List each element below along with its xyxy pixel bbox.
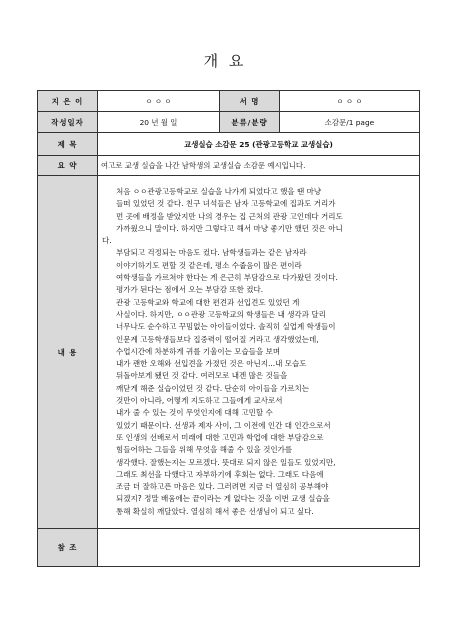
content-line: 평가가 된다는 점에서 오는 부담감 또한 컸다. [116, 285, 264, 295]
category-value: 소감문/1 page [280, 112, 420, 133]
date-value: 20 년 월 일 [98, 112, 220, 133]
content-line: 있었기 때문이다. 선생과 제자 사이, 그 이전에 인간 대 인간으로서 [116, 420, 331, 430]
content-row [38, 176, 420, 529]
content-line: 너무나도 순수하고 꾸밈없는 아이들이었다. 솔직히 실업계 학생들이 [116, 322, 336, 332]
content-line: 되겠지? 정말 배움에는 끝이라는 게 없다는 것을 이번 교생 실습을 [116, 494, 330, 504]
content-line: 부담되고 걱정되는 마음도 컸다. 남학생들과는 같은 남자라 [116, 248, 307, 258]
author-label: 지 은 이 [38, 91, 98, 112]
content-line: 생각했다. 잘했는지는 모르겠다. 뜻대로 되지 않은 일들도 있었지만, [116, 457, 336, 467]
subject-row [38, 133, 420, 156]
content-text [98, 176, 419, 524]
content-line: 또 인생의 선배로서 미래에 대한 고민과 학업에 대한 부담감으로 [116, 432, 324, 442]
content-line: 관광 고등학교와 학교에 대한 편견과 선입견도 있었던 게 [116, 297, 300, 307]
summary-row [38, 156, 420, 176]
content-line: 통해 확실히 깨달았다. 열심히 해서 좋은 선생님이 되고 싶다. [116, 506, 314, 516]
date-row [38, 112, 420, 133]
overview-table [37, 90, 420, 567]
content-line: 사실이다. 하지만, ㅇㅇ관광 고등학교의 학생들은 내 생각과 달리 [116, 309, 326, 319]
content-line: 수업시간에 차분하게 귀를 기울이는 모습들을 보며 [116, 346, 281, 356]
document-title: 개 요 [203, 52, 247, 70]
content-line: 그래도 최선을 다했다고 자부하기에 후회는 없다. 그래도 다음에 [116, 469, 324, 479]
content-line: 인문계 고등학생들보다 집중력이 떨어질 거라고 생각했었는데, [116, 334, 319, 344]
content-body [98, 176, 420, 529]
date-label: 작성일자 [38, 112, 98, 133]
reference-value [98, 529, 420, 567]
subject-label: 제 목 [38, 133, 98, 156]
content-line: 처음 ㅇㅇ관광고등학교로 실습을 나가게 되었다고 했을 땐 마냥 [116, 187, 322, 196]
content-line: 가까웠으니 말이다. 하지만 그렇다고 해서 마냥 좋기만 했던 것은 아니 [116, 223, 343, 233]
reviewer-label: 서 명 [220, 91, 280, 112]
content-line: 것만이 아니라, 어떻게 지도하고 그들에게 교사로서 [116, 396, 283, 406]
content-line: 힘들어하는 그들을 위해 무엇을 해줄 수 있을 것인가를 [116, 445, 293, 455]
category-label: 분류/분량 [220, 112, 280, 133]
subject-value: 교생실습 소감문 25 (관광고등학교 교생실습) [98, 133, 420, 156]
content-line: 내가 괜한 오해와 선입견을 가졌던 것은 아닌지...내 모습도 [116, 359, 307, 369]
summary-label: 요 약 [38, 156, 98, 176]
content-line: 들떠 있었던 것 같다. 친구 녀석들은 남자 고등학교에 집과도 거리가 [116, 199, 336, 209]
content-line: 여학생들을 가르쳐야 한다는 게 은근히 부담감으로 다가왔던 것이다. [116, 273, 338, 283]
content-line: 뒤돌아보게 됐던 것 같다. 여러모로 내겐 많은 것들을 [116, 371, 288, 381]
reference-row [38, 529, 420, 567]
content-line: 다. [102, 236, 112, 246]
reviewer-value: ㅇ ㅇ ㅇ [280, 91, 420, 112]
author-value: ㅇ ㅇ ㅇ [98, 91, 220, 112]
reference-label: 참 조 [38, 529, 98, 567]
summary-value: 여고로 교생 실습을 나간 남학생의 교생실습 소감문 예시입니다. [98, 156, 420, 176]
author-row [38, 91, 420, 112]
content-line: 깨닫게 해준 실습이었던 것 같다. 단순히 아이들을 가르치는 [116, 383, 309, 393]
content-line: 조금 더 잘하고픈 마음은 있다. 그러려면 지금 더 열심히 공부해야 [116, 482, 329, 492]
content-line: 먼 곳에 배정을 받았지만 나의 경우는 집 근처의 관광 고인데다 거리도 [116, 211, 343, 221]
content-line: 이야기하기도 편할 것 같은데, 평소 수줍음이 많은 편이라 [116, 260, 302, 270]
content-line: 내가 줄 수 있는 것이 무엇인지에 대해 고민할 수 [116, 408, 273, 418]
content-label: 내 용 [38, 176, 98, 529]
